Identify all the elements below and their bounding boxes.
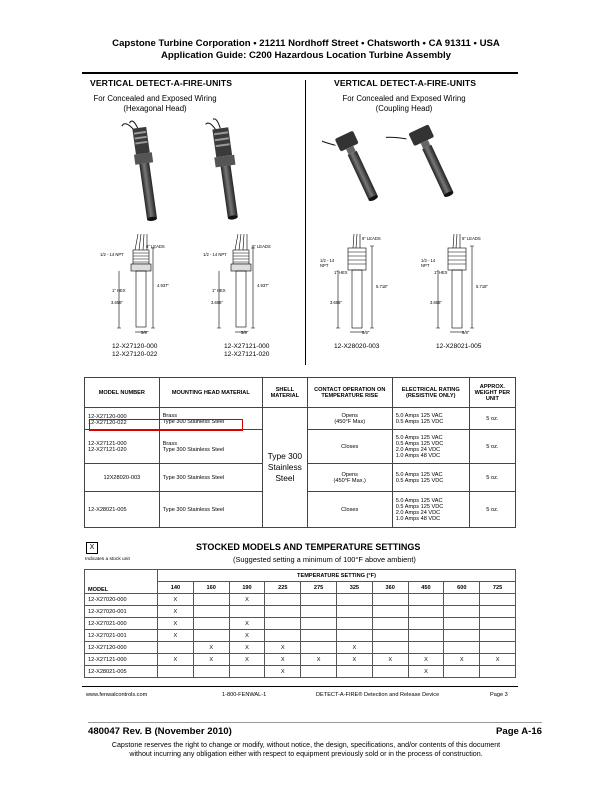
left-section-subtitle-1: For Concealed and Exposed Wiring bbox=[93, 94, 217, 103]
stock-mark bbox=[193, 606, 229, 618]
contact-operation-note: (450°F Max.) bbox=[333, 477, 366, 484]
stock-mark: X bbox=[158, 594, 194, 606]
stock-mark bbox=[444, 630, 480, 642]
header-line-2: Application Guide: C200 Hazardous Location Turbine Assembly bbox=[161, 50, 451, 61]
section-divider bbox=[305, 80, 306, 365]
table-row bbox=[85, 594, 516, 606]
rating-line: 0.5 Amps 125 VDC bbox=[395, 503, 444, 510]
dim-d-d3: 5/8" bbox=[462, 330, 470, 335]
model-number: 12-X27120-000 bbox=[88, 414, 127, 420]
dim-b-hex: 1" HEX bbox=[212, 288, 226, 293]
inner-footer-page: Page 3 bbox=[490, 692, 508, 698]
stock-mark: X bbox=[372, 654, 408, 666]
stock-mark: X bbox=[408, 654, 444, 666]
dim-b-d3: 5/8" bbox=[241, 330, 249, 335]
stocked-model: 12-X27121-000 bbox=[85, 654, 158, 666]
table-row bbox=[85, 618, 516, 630]
stock-mark: X bbox=[193, 654, 229, 666]
stock-mark bbox=[193, 630, 229, 642]
head-material: Type 300 Stainless Steel bbox=[162, 474, 225, 481]
stock-mark bbox=[408, 642, 444, 654]
stock-mark bbox=[480, 594, 516, 606]
stock-mark bbox=[336, 630, 372, 642]
dim-d-leads: 6" LEADS bbox=[462, 236, 481, 241]
temperature-column-header: 275 bbox=[301, 582, 337, 594]
stock-mark bbox=[336, 618, 372, 630]
stock-mark bbox=[229, 606, 265, 618]
header-line-1: Capstone Turbine Corporation • 21211 Nordhoff Street • Chatsworth • CA 91311 • USA bbox=[112, 38, 500, 49]
table-row bbox=[85, 630, 516, 642]
stock-mark: X bbox=[158, 654, 194, 666]
rating-line: 5.0 Amps 125 VAC bbox=[395, 434, 443, 441]
stock-mark: X bbox=[229, 594, 265, 606]
model-label-d: 12-X28021-005 bbox=[436, 343, 482, 350]
stocked-table bbox=[84, 569, 516, 678]
stock-mark: X bbox=[265, 642, 301, 654]
model-number: 12-X27120-022 bbox=[88, 420, 127, 426]
stock-mark bbox=[265, 618, 301, 630]
hex-head-detectors-illustration bbox=[110, 118, 305, 228]
head-material: Type 300 Stainless Steel bbox=[162, 506, 225, 513]
rating-line: 5.0 Amps 125 VAC bbox=[395, 412, 443, 419]
stock-mark: X bbox=[229, 618, 265, 630]
stock-mark bbox=[193, 666, 229, 678]
stock-legend-box: X bbox=[86, 542, 98, 554]
head-material: Type 300 Stainless Steel bbox=[162, 418, 225, 425]
rating-line: 2.0 Amps 24 VDC bbox=[395, 509, 441, 516]
stock-mark bbox=[193, 594, 229, 606]
table-row bbox=[85, 654, 516, 666]
stock-mark bbox=[301, 606, 337, 618]
stocked-model-header: MODEL bbox=[85, 570, 158, 594]
contact-operation: Closes bbox=[341, 506, 359, 513]
weight: 5 oz. bbox=[469, 430, 515, 464]
dim-a-d2: 3.656" bbox=[111, 300, 123, 305]
footer-disclaimer-1: Capstone reserves the right to change or modify, without notice, the design, specifications, and/or contents of this document bbox=[111, 741, 501, 749]
model-number: 12X28020-003 bbox=[103, 474, 141, 481]
left-section-subtitle-2: (Hexagonal Head) bbox=[123, 104, 187, 113]
spec-header-contact: CONTACT OPERATION ON TEMPERATURE RISE bbox=[307, 378, 392, 408]
footer-revision: 480047 Rev. B (November 2010) bbox=[88, 726, 232, 737]
stock-mark bbox=[336, 594, 372, 606]
stock-mark bbox=[444, 594, 480, 606]
footer-page-number: Page A-16 bbox=[495, 726, 542, 737]
stock-mark bbox=[372, 594, 408, 606]
contact-operation: Opens bbox=[341, 471, 358, 478]
stocked-model: 12-X27020-000 bbox=[85, 594, 158, 606]
contact-operation: Closes bbox=[341, 443, 359, 450]
inner-footer-rule bbox=[82, 686, 518, 687]
dim-a-d3: 5/8" bbox=[141, 330, 149, 335]
stock-mark: X bbox=[301, 654, 337, 666]
spec-header-rating: ELECTRICAL RATING (RESISTIVE ONLY) bbox=[392, 378, 469, 408]
stock-mark: X bbox=[265, 666, 301, 678]
stock-mark: X bbox=[229, 654, 265, 666]
stock-mark bbox=[336, 666, 372, 678]
stock-mark bbox=[265, 594, 301, 606]
dim-d-npt: 1/2 - 14 NPT bbox=[421, 258, 436, 268]
dim-c-d3: 5/8" bbox=[362, 330, 370, 335]
stock-mark bbox=[444, 642, 480, 654]
model-label-a2: 12-X27120-022 bbox=[112, 351, 158, 358]
stock-mark bbox=[408, 594, 444, 606]
inner-footer-product: DETECT-A-FIRE® Detection and Release Device bbox=[316, 692, 440, 698]
spec-header-shell: SHELL MATERIAL bbox=[262, 378, 307, 408]
stock-mark: X bbox=[265, 654, 301, 666]
temperature-column-header: 450 bbox=[408, 582, 444, 594]
table-row bbox=[85, 666, 516, 678]
dim-d-d1: 5.718" bbox=[476, 284, 488, 289]
stock-mark bbox=[408, 606, 444, 618]
stock-mark bbox=[193, 618, 229, 630]
rating-line: 5.0 Amps 125 VAC bbox=[395, 497, 443, 504]
right-section-subtitle-1: For Concealed and Exposed Wiring bbox=[342, 94, 466, 103]
dim-d-hex: 1" HEX bbox=[434, 270, 448, 275]
stock-mark bbox=[301, 594, 337, 606]
model-label-c: 12-X28020-003 bbox=[334, 343, 380, 350]
right-section-title: VERTICAL DETECT-A-FIRE-UNITS bbox=[334, 78, 477, 88]
dim-b-d2: 3.656" bbox=[211, 300, 223, 305]
stock-mark: X bbox=[158, 630, 194, 642]
stocked-subtitle: (Suggested setting a minimum of 100°F above ambient) bbox=[233, 555, 416, 564]
weight: 5 oz. bbox=[469, 464, 515, 492]
spec-header-weight: APPROX. WEIGHT PER UNIT bbox=[469, 378, 515, 408]
model-label-b2: 12-X27121-020 bbox=[224, 351, 270, 358]
model-label-b1: 12-X27121-000 bbox=[224, 343, 270, 350]
stock-mark: X bbox=[229, 642, 265, 654]
top-rule bbox=[82, 72, 518, 74]
stocked-model: 12-X27120-000 bbox=[85, 642, 158, 654]
temperature-column-header: 140 bbox=[158, 582, 194, 594]
model-number: 12-X27121-020 bbox=[88, 446, 127, 453]
stock-mark bbox=[408, 630, 444, 642]
temperature-column-header: 225 bbox=[265, 582, 301, 594]
coupling-head-detectors-illustration bbox=[322, 115, 507, 230]
dim-c-d2: 3.656" bbox=[330, 300, 342, 305]
spec-header-head: MOUNTING HEAD MATERIAL bbox=[159, 378, 262, 408]
stock-legend-text: Indicates a stock unit bbox=[85, 557, 130, 562]
stock-mark bbox=[301, 618, 337, 630]
stocked-model: 12-X27020-001 bbox=[85, 606, 158, 618]
stock-mark bbox=[444, 606, 480, 618]
stocked-model: 12-X27021-001 bbox=[85, 630, 158, 642]
spec-header-model: MODEL NUMBER bbox=[85, 378, 160, 408]
stock-mark bbox=[480, 642, 516, 654]
stocked-model: 12-X28021-005 bbox=[85, 666, 158, 678]
model-number: 12-X28021-005 bbox=[88, 506, 127, 513]
dim-a-npt: 1/2 - 14 NPT bbox=[100, 252, 124, 257]
rating-line: 2.0 Amps 24 VDC bbox=[395, 446, 441, 453]
contact-operation: Opens bbox=[341, 412, 358, 419]
weight: 5 oz. bbox=[469, 492, 515, 528]
dim-c-npt: 1/2 - 14 NPT bbox=[320, 258, 335, 268]
dim-b-d1: 4.937" bbox=[257, 283, 269, 288]
stock-mark bbox=[480, 618, 516, 630]
head-material: Type 300 Stainless Steel bbox=[162, 446, 225, 453]
stock-mark: X bbox=[193, 642, 229, 654]
stock-mark bbox=[265, 630, 301, 642]
rating-line: 5.0 Amps 125 VAC bbox=[395, 471, 443, 478]
temperature-column-header: 600 bbox=[444, 582, 480, 594]
stock-mark bbox=[336, 606, 372, 618]
highlight-box bbox=[89, 419, 243, 431]
head-material: Brass bbox=[162, 412, 178, 419]
rating-line: 0.5 Amps 125 VDC bbox=[395, 440, 444, 447]
stock-mark: X bbox=[229, 630, 265, 642]
weight: 5 oz. bbox=[469, 408, 515, 430]
head-material: Brass bbox=[162, 440, 178, 447]
dim-a-d1: 4.937" bbox=[157, 283, 169, 288]
stocked-model: 12-X27021-000 bbox=[85, 618, 158, 630]
footer-disclaimer-2: without incurring any obligation either with respect to equipment previously sold or in the process of construction. bbox=[129, 750, 483, 758]
dim-c-hex: 1" HEX bbox=[334, 270, 348, 275]
stock-mark: X bbox=[444, 654, 480, 666]
dim-d-d2: 3.656" bbox=[430, 300, 442, 305]
contact-operation-note: (450°F Max) bbox=[334, 418, 366, 425]
stock-mark bbox=[444, 618, 480, 630]
stock-mark: X bbox=[408, 666, 444, 678]
rating-line: 1.0 Amps 48 VDC bbox=[395, 515, 441, 522]
right-section-subtitle-2: (Coupling Head) bbox=[375, 104, 433, 113]
dim-a-hex: 1" HEX bbox=[112, 288, 126, 293]
stock-mark bbox=[158, 666, 194, 678]
stock-mark: X bbox=[480, 654, 516, 666]
rating-line: 0.5 Amps 125 VDC bbox=[395, 477, 444, 484]
temperature-column-header: 160 bbox=[193, 582, 229, 594]
stocked-title: STOCKED MODELS AND TEMPERATURE SETTINGS bbox=[196, 542, 421, 552]
model-label-a1: 12-X27120-000 bbox=[112, 343, 158, 350]
temperature-column-header: 325 bbox=[336, 582, 372, 594]
footer-rule bbox=[88, 722, 542, 723]
stock-mark bbox=[372, 618, 408, 630]
stock-mark bbox=[372, 666, 408, 678]
temperature-column-header: 725 bbox=[480, 582, 516, 594]
stock-mark bbox=[372, 642, 408, 654]
stock-mark bbox=[301, 642, 337, 654]
stock-mark bbox=[265, 606, 301, 618]
stock-mark: X bbox=[158, 606, 194, 618]
stock-mark: X bbox=[336, 642, 372, 654]
stock-mark bbox=[480, 606, 516, 618]
dim-c-d1: 5.718" bbox=[376, 284, 388, 289]
model-number: 12-X27121-000 bbox=[88, 440, 127, 447]
stock-mark bbox=[408, 618, 444, 630]
stock-mark bbox=[301, 630, 337, 642]
stock-mark bbox=[444, 666, 480, 678]
shell-material: Type 300 Stainless Steel bbox=[262, 408, 307, 528]
stock-mark bbox=[301, 666, 337, 678]
table-row bbox=[85, 606, 516, 618]
stock-mark bbox=[372, 606, 408, 618]
rating-line: 0.5 Amps 125 VDC bbox=[395, 418, 444, 425]
stock-mark: X bbox=[336, 654, 372, 666]
left-section-title: VERTICAL DETECT-A-FIRE-UNITS bbox=[90, 78, 233, 88]
stock-mark bbox=[372, 630, 408, 642]
temperature-column-header: 190 bbox=[229, 582, 265, 594]
dim-b-leads: 6" LEADS bbox=[252, 244, 271, 249]
dim-b-npt: 1/2 - 14 NPT bbox=[203, 252, 227, 257]
stock-mark: X bbox=[158, 618, 194, 630]
stock-mark bbox=[480, 666, 516, 678]
spec-table bbox=[84, 377, 516, 528]
temperature-column-header: 360 bbox=[372, 582, 408, 594]
dim-a-leads: 6" LEADS bbox=[146, 244, 165, 249]
temperature-setting-header: TEMPERATURE SETTING (°F) bbox=[158, 570, 516, 582]
rating-line: 1.0 Amps 48 VDC bbox=[395, 452, 441, 459]
table-row bbox=[85, 642, 516, 654]
stock-mark bbox=[480, 630, 516, 642]
stock-mark bbox=[229, 666, 265, 678]
dim-c-leads: 6" LEADS bbox=[362, 236, 381, 241]
inner-footer-phone: 1-800-FENWAL-1 bbox=[222, 692, 267, 698]
stock-mark bbox=[158, 642, 194, 654]
inner-footer-website: www.fenwalcontrols.com bbox=[86, 692, 148, 698]
